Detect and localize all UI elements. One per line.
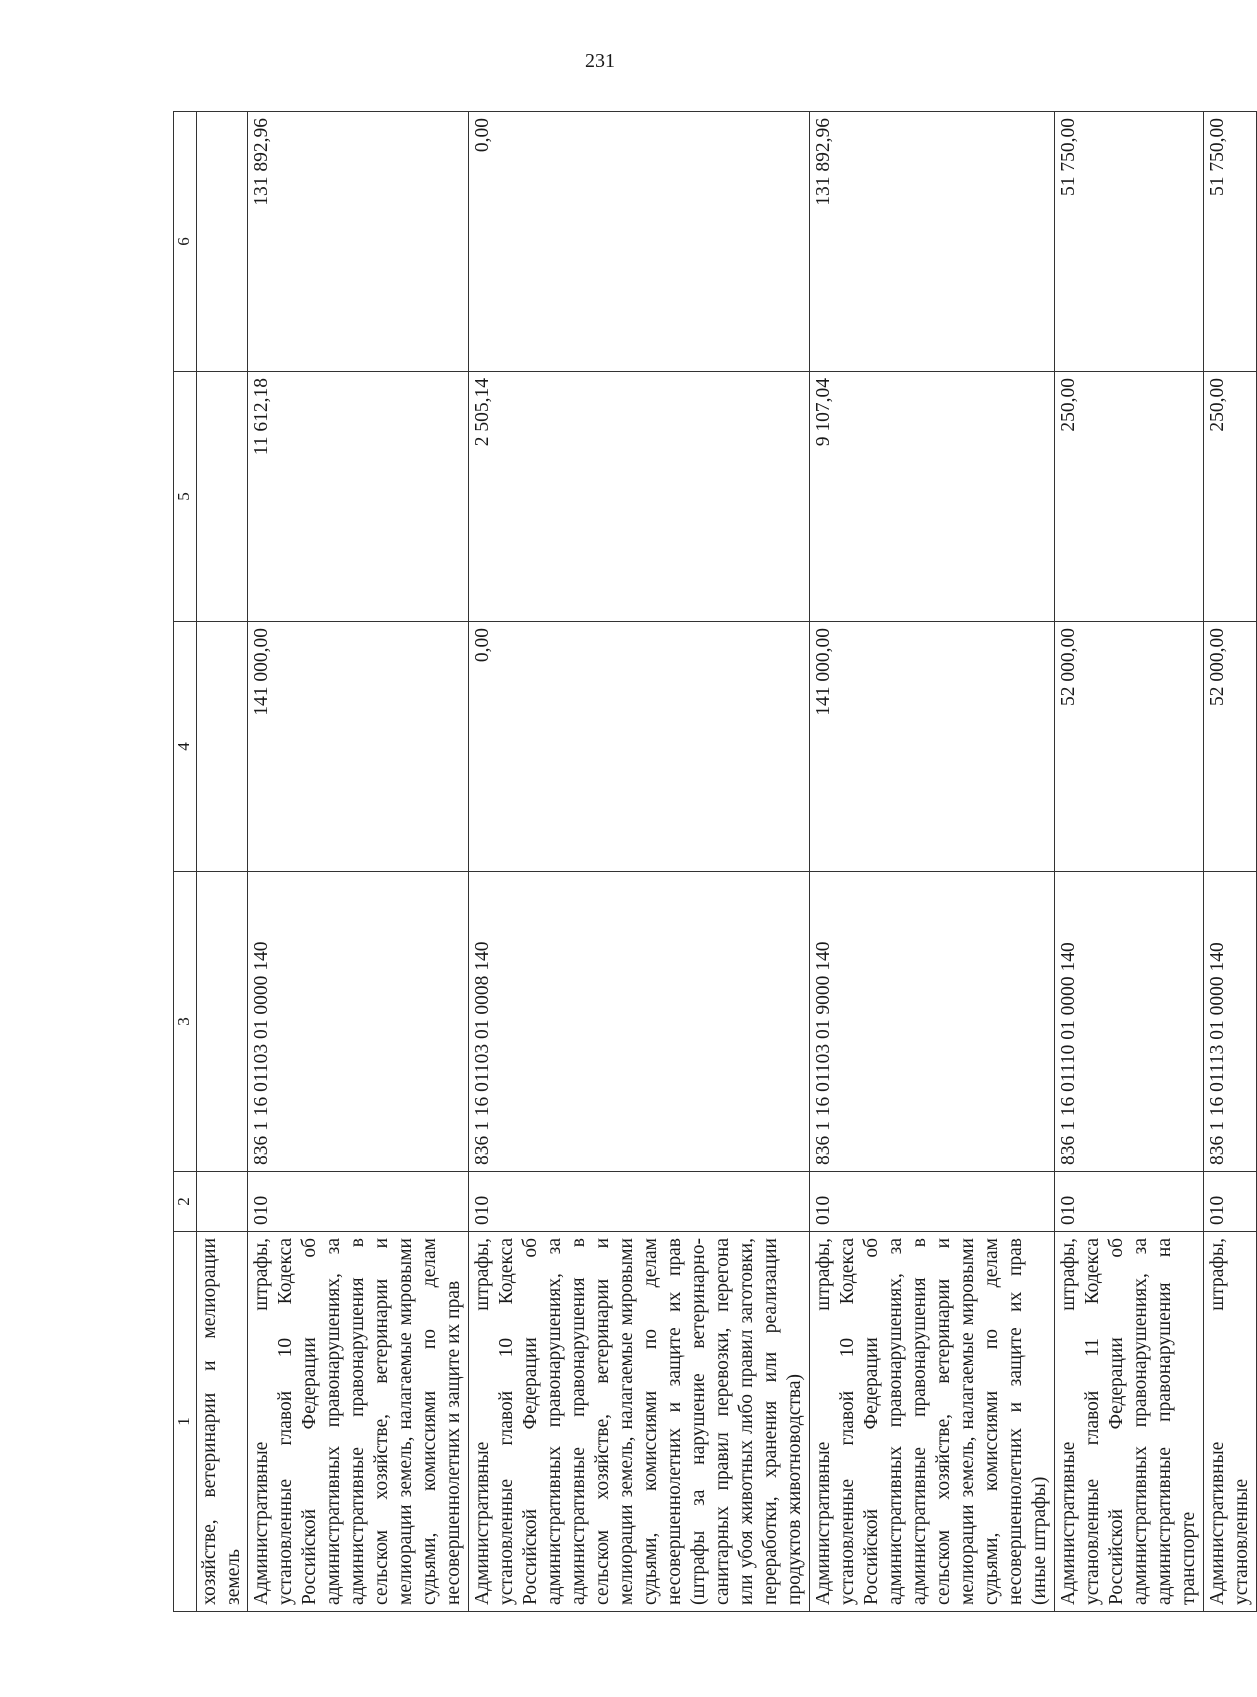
row-kbk: 836 1 16 01110 01 0000 140 [1055,872,1204,1172]
header-col-6: 6 [174,112,197,372]
row-col5: 250,00 [1204,372,1257,622]
table-row [248,112,469,1612]
row-description: Административные штрафы, установленные [1204,1232,1257,1612]
rotated-table-area [173,112,1252,1612]
header-col-4: 4 [174,622,197,872]
header-col-5: 5 [174,372,197,622]
revenue-table [173,111,1257,1612]
row-description: Административные штрафы, установленные главой 10 Кодекса Российской Федерации об административных правонарушениях, за административные правонарушения в сельском хозяйстве, ветеринарии и мелиорации земель, налагаемые мировыми судьями, комиссиями по делам несовершеннолетних и защите их прав [248,1232,469,1612]
row-col4: 52 000,00 [1055,622,1204,872]
continuation-row [197,112,248,1612]
table-row [810,112,1055,1612]
row-col6: 0,00 [469,112,810,372]
header-col-2: 2 [174,1172,197,1232]
row-col6: 131 892,96 [248,112,469,372]
header-col-3: 3 [174,872,197,1172]
row-code: 010 [469,1172,810,1232]
table-row [1055,112,1204,1612]
row-col6: 131 892,96 [810,112,1055,372]
row-code: 010 [1055,1172,1204,1232]
table-row [1204,112,1257,1612]
header-col-1: 1 [174,1232,197,1612]
row-col5: 9 107,04 [810,372,1055,622]
row-col5: 2 505,14 [469,372,810,622]
page-number: 231 [585,50,615,72]
continuation-empty-5 [197,372,248,622]
row-col4: 0,00 [469,622,810,872]
row-col4: 52 000,00 [1204,622,1257,872]
row-description: Административные штрафы, установленные главой 11 Кодекса Российской Федерации об административных правонарушениях, за административные правонарушения на транспорте [1055,1232,1204,1612]
row-col5: 11 612,18 [248,372,469,622]
header-row [174,112,197,1612]
row-code: 010 [1204,1172,1257,1232]
row-col6: 51 750,00 [1204,112,1257,372]
row-col5: 250,00 [1055,372,1204,622]
continuation-empty-3 [197,872,248,1172]
row-description: Административные штрафы, установленные главой 10 Кодекса Российской Федерации об административных правонарушениях, за административные правонарушения в сельском хозяйстве, ветеринарии и мелиорации земель, налагаемые мировыми судьями, комиссиями по делам несовершеннолетних и защите их прав (иные штрафы) [810,1232,1055,1612]
continuation-empty-2 [197,1172,248,1232]
row-col6: 51 750,00 [1055,112,1204,372]
row-code: 010 [810,1172,1055,1232]
row-code: 010 [248,1172,469,1232]
table-row [469,112,810,1612]
row-col4: 141 000,00 [248,622,469,872]
continuation-empty-6 [197,112,248,372]
row-kbk: 836 1 16 01113 01 0000 140 [1204,872,1257,1172]
continuation-text: хозяйстве, ветеринарии и мелиорации земель [197,1232,248,1612]
row-kbk: 836 1 16 01103 01 9000 140 [810,872,1055,1172]
row-col4: 141 000,00 [810,622,1055,872]
row-description: Административные штрафы, установленные главой 10 Кодекса Российской Федерации об административных правонарушениях, за административные правонарушения в сельском хозяйстве, ветеринарии и мелиорации земель, налагаемые мировыми судьями, комиссиями по делам несовершеннолетних и защите их прав (штрафы за нарушение ветеринарно-санитарных правил перевозки, перегона или убоя животных либо правил заготовки, переработки, хранения или реализации продуктов животноводства) [469,1232,810,1612]
rotated-table-container [173,112,1252,1612]
continuation-empty-4 [197,622,248,872]
row-kbk: 836 1 16 01103 01 0000 140 [248,872,469,1172]
row-kbk: 836 1 16 01103 01 0008 140 [469,872,810,1172]
